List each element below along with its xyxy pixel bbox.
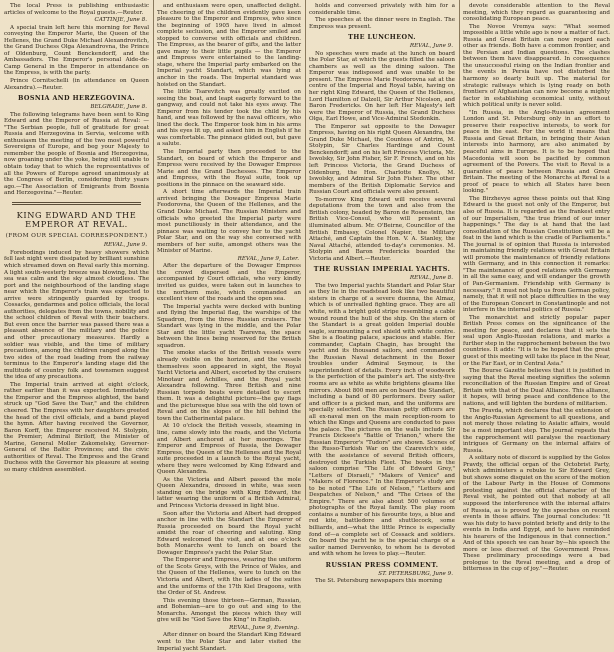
article-paragraph: Forebodings induced by heavy showers which fell last night were dissipated by brilliant sunshine which streamed down on Reval early this morning. A light south-westerly breeze was blowing, but the sea was calm and the sky almost cloudless. The port and the neighbourhood of the landing stage near which the Emperor's train was expected to arrive were stringently guarded by troops. Cossacks, gendarmes and police officials, the local authorities, delegates from the towns, nobility and the school children of Reval with their teachers. But even once the barrier was passed there was a pleasant absence of the military and the police and other precautionary measures. Hardly a soldier was visible, and the time of military precautions, among the children ranged along the two sides of the road leading from the railway terminus to the Emperor's landing stage did the multitude of country folk and townsmen suggest the idea of any precautions.	[4, 249, 149, 381]
article-paragraph: devote considerable attention to the Reval meeting, which they regard as guaranteeing and consolidating European peace.	[463, 3, 610, 23]
article-paragraph: The speeches at the dinner were in English. The Empress was present.	[309, 17, 455, 30]
article-paragraph: The Bourse Gazette believes that it is justified in saying that the Reval meeting signifies the solemn reconciliation of the Russian Empire and of Great Britain with that of the Dual Alliance. This alliance, it hopes, will bring peace and confidence to the nations, and will lighten the burdens of militarism.	[463, 368, 610, 407]
article-paragraph: The Imperial yachts were decked with bunting and flying the Imperial flag, the warships of the Squadron, from the three Russian cruisers. The Standart was lying in the middle, and the Polar Star and the little yacht Tsarevna, the space between the lines being reserved for the British squadron.	[157, 303, 301, 349]
column-3	[305, 0, 459, 585]
dateline: REVAL, June 9, Later.	[237, 255, 299, 262]
article-paragraph: A solitary note of discord is supplied by the Golos Pravdy, the official organ of the Octobrist Party, which administers a rebuke to Sir Edward Grey, but shows some disquiet on the score of the motion of the Labour Party in the House of Commons protesting against the official character of the Reval visit, he pointed out that nobody at all supposed the interference with the internal affairs of Russia, as is proved by the speeches on recent events in those affairs. The journal concludes: "It was his duty to have pointed briefly and drily to the events in India and Egypt, and to have reminded his hearers of the Indigenous in that connection." And of this speech we can hear by—his speech the more or less discreet of the Government Press. These preliminary proceedings were a bad prologue to the Reval meeting, and a drop of bitterness in the cup of joy."—Reuter.	[463, 455, 610, 573]
article-paragraph: At 10 o'clock the British vessels, steaming in line, came slowly into the roads, and the Victoria and Albert anchored at her moorings. The Emperor and Empress of Russia, the Dowager Empress, the Queen of the Hellenes and the Royal suite proceeded in a launch to the Royal yacht, where they were welcomed by King Edward and Queen Alexandra.	[157, 423, 301, 476]
article-paragraph: Prince Cornitschelli (in attendance on Queen Alexandra).—Reuter.	[4, 78, 149, 91]
article-paragraph: The two Imperial yachts Standart and Polar Star as they lie in the roadstead look like two beautiful sisters in charge of a severe duenna, the Almaz, which is of unrivalled fighting grace. They are all white, with a bright gold stripe resembling a cable wound round the hull of the ship. On the stern of the Standart is a great golden Imperial double eagle, surmounting a red shield with white centre. She is a floating palace, spacious and stable. Her commander, Captain Chagin, has brought the yacht and its thousand sailors, and commanded the Russian Naval detachment in the Boxer troubles under Admiral Seymour, is the superintendent of details. Every inch of woodwork is the perfection of the painter's art. The sixty-five rooms are as white as white brightens gleams like mirrors. About 800 men are on board the Standart, including a band of 80 performers. Every sailor and officer is a picked man, and the uniforms are specially selected. The Russian petty officers are all ex-naval men on the main reception-room to which the Kings and Queens are conducted to pass the palace. The pictures on the walls include Sir Francis Dicksee's "Battle of Trianon," where the Russian Emperor's "Tudors" are shown. Scenes of the Russo-Turkish War on the Czarevich's side, with the assistance of several British officers, destroyed the Turkish Fleet. The books in the saloon comprise "The Life of Edward Grey," "Letters of Disraeli," "Makers of Venice" and "Makers of Florence." In the Emperor's study are to be noted "The Life of Nelson," "Letters and Despatches of Nelson," and "The Crises of the Empire." There are also about 500 volumes of photographs of the Royal family. The play room contains a number of his favourite toys, a blue and red kite, battledore and shuttlecock, some billiards, and—what the little Prince is especially fond of—a complete set of Cossack and soldiers. On board the yacht he is the special charge of a sailor named Derevenko, to whom he is devoted and with whom he loves to play.—Reuter.	[309, 282, 455, 558]
article-paragraph: This evening those thirteen—German, Russian, and Bohemian—are to go out and sing to the Monarchs. Amongst the pieces which they will give will be "God Save the King" in English.	[157, 597, 301, 624]
article-paragraph: The Emperor and Empress, wearing the uniform of the Scots Greys, with the Prince of Wales, and the Queen of the Hellenes, were to lunch on the Victoria and Albert, with the ladies of the suites and the uniforms of the 17th Kiel Dragoons, with the Order of St. Andrew.	[157, 557, 301, 597]
article-paragraph: After the departure of the Dowager Empress the crowd dispersed and the Emperor, accompanied by Court officials, who very kindly invited us guides, were taken out in launches to the northern mole, which commanded an excellent view of the roads and the open sea.	[157, 263, 301, 303]
article-paragraph: The Imperial train arrived at eight o'clock, rather earlier than it was expected. Immediately the Emperor and the Empress alighted, the band struck up "God Save the Tsar," and the children cheered. The Empress with her daughters greeted the head of the civil officials, and a band played the hymn. After having received the Governor, Baron Korff, the Emperor received M. Stolypin, the Premier; Admiral Biriloff, the Minister of Marine, General Moller Zakomelsky, Governor-General of the Baltic Provinces; and the civic authorities of Reval. The Empress and the Grand Duchess with the Governor his pleasure at seeing so many children assembled.	[4, 381, 149, 473]
article-paragraph: The St. Petersburg newspapers this morning	[315, 578, 443, 585]
article-paragraph: The smoke stacks of the British vessels were already visible on the horizon, and the vessels themselves soon appeared in sight, the Royal Yacht Victoria and Albert, escorted by the cruisers Minotaur and Achilles, and the Royal yacht Alexandra following. Three British and nine Russian torpedo boats were detailed to escort them. It was a delightful picture—the gay flags and the picturesque blue sea with the old town of Reval and on the slopes of the hill behind the town the Catherinental palace.	[157, 350, 301, 422]
dateline: CATTINJE, June 8.	[94, 17, 147, 24]
article-paragraph: The monarchist and strictly popular paper British Press comes on the significance of the meeting for peace, and declares that it sets the seal upon Anglo-Russian relations, and marks a further step in the rapprochement between the two countries. It adds: "It is to be hoped that the great guest of this meeting will take its place in the Near, or the Far East, or in Central Asia."	[463, 314, 610, 367]
article-paragraph: "In Russia, in the Anglo-Russian agreement London and St. Petersburg only in an effort to preserve their respective interests, to work for peace in the east. For the world it means that Russia and Great Britain, in bringing their Asian interests into harmony, are also animated by peaceful aims in Europe. It is to be hoped that Macedonia will soon be pacified by common agreement of the Powers. The visit to Reval is a guarantee of peace between Russia and Great Britain. The meeting of the Monarchs at Reval is a proof of peace to which all States have been looking."	[463, 109, 610, 195]
article-paragraph: The Birzhevye agree these points out that King Edward is the guest not only of the Emperor, but also of Russia. It is regarded as the frankest entry of our Imperialism, "the true friend of our inner happenings." The day is at hand that the last consolidation of the Russian Constitution will be a feat in the land which is the cradle of Parliaments." The journal is of opinion that Russia is interested in maintaining friendly relations with Great Britain will promote the maintenance of friendly relations with Germany, and in this connection it remarks: "The maintenance of good relations with Germany in all the same easy, and will endanger the growth of Pan-Germanism. Friendship with Germany is necessary." It must not help us from German policy, namely, that it will not place difficulties in the way of the European Concert in Constantinople and not interfere in the internal politics of Russia."	[463, 195, 610, 314]
dateline: REVAL, June 9, Evening.	[229, 624, 299, 631]
article-paragraph: Soon after the Victoria and Albert had dropped anchor in line with the Standart the Emperor of Russia proceeded on board the Royal yacht amidst the roar of cheering and saluting. King Edward welcomed the visit, and at one o'clock both Monarchs went to lunch on board the Dowager Empress's yacht the Polar Star.	[157, 510, 301, 556]
section-heading: THE RUSSIAN IMPERIAL YACHTS.	[313, 265, 451, 274]
column-4	[459, 0, 614, 573]
article-paragraph: A special train left here this morning for Reval conveying the Emperor Marie, the Queen of the Hellenes, the Grand Duke Michael Alexandrovitch, the Grand Duchess Olga Alexandrovna, the Prince of Oldenburg, Count Benckendorff, and the Ambassadors. The Emperor's personal Aide-de-Camp General in the Emperor in attendance on the Empress, is with the party.	[4, 24, 149, 77]
article-headline: KING EDWARD AND THE EMPEROR AT REVAL.	[16, 209, 137, 230]
column-1	[0, 0, 153, 500]
article-subheading: (FROM OUR SPECIAL CORRESPONDENT.)	[5, 232, 148, 239]
article-paragraph: The following telegrams have been sent to King Edward and the Emperor of Russia at Reval: — "The Serbian people, full of gratitude for great Russia and Herzegovina in Servia, welcome with enthusiasm the meeting of the two most powerful Sovereigns of Europe, and beg your Majesty to remember the people of Bosnia and Herzegovina, now groaning under the yoke, being still unable to obtain today that to which the representatives of all the Powers of Europe agreed unanimously at the Congress of Berlin, considering thirty years ago.—The Association of Emigrants from Bosnia and Herzegovina."—Reuter.	[4, 111, 149, 197]
section-heading: RUSSIAN PRESS COMMENT.	[325, 560, 439, 569]
dateline: REVAL, June 9.	[103, 242, 147, 249]
article-paragraph: The Pravda, which declares that the extension of the Anglo-Russian Agreement to all questions, and not merely those relating to Asiatic affairs, would be a most important step. The journal repeats that the rapprochement will paralyse the reactionary intrigues of Germany on the internal affairs of Russia.	[463, 408, 610, 454]
section-rule	[12, 202, 141, 205]
article-paragraph: holds and conversed privately with him for a considerable time.	[309, 3, 455, 16]
dateline: REVAL, June 8.	[409, 275, 453, 282]
article-paragraph: No speeches were made at the lunch on board the Polar Star, at which the guests filled the saloon chambers as well as the dining saloon. The Emperor was indisposed and was unable to be present. The Empress Marie Feodorovna sat at the centre of the Imperial and Royal table, having on her right King Edward, the Queen of the Hellenes, Lord Hamilton of Dalzell, Sir Arthur Nicolson, and Baron Fredericks. On her left Her Majesty's left were the Emperor of Russia, the Grand Duchess Olga, Earl Howe, and Vice-Admiral Stedonkin.	[309, 50, 455, 123]
article-paragraph: The local Press is publishing enthusiastic articles of welcome to the Royal guests.—Reuter.	[4, 3, 149, 16]
article-paragraph: A short time afterwards the Imperial train arrived bringing the Dowager Empress Marie Feodorovna, the Queen of the Hellenes, and the Grand Duke Michael. The Russian Ministers and officials who greeted the Imperial party were most punctiliously in their attendance, and the pinnace was waiting to convey her to the yacht Polar Star, and on the way she conversed with members of her suite, amongst others was the Minister of Marine.	[157, 189, 301, 255]
dateline: BELGRADE, June 8.	[90, 104, 147, 111]
article-paragraph: and enthusiasm were open, unaffected delight. The cheering of the children evidently gave keen pleasure to the Emperor and Empress, who since the beginning of 1905 have lived in almost complete seclusion, and the Emperor smiled and stopped to converse with officials and children. The Empress, as the bearer of gifts, and the latter gave many to their little pupils — the Emperor and Empress were entertained to the landing-stage, where the Imperial party embarked on the Imperial yacht Standart, which was lying at anchor in the roads. The Imperial standard was hoisted on the Standart.	[157, 3, 301, 88]
article-paragraph: As the Victoria and Albert passed the mole Queen Alexandra, dressed in white, was seen standing on the bridge with King Edward, the latter wearing the uniform of a British Admiral, and Princess Victoria dressed in light blue.	[157, 476, 301, 510]
article-paragraph: To-morrow King Edward will receive several deputations from the town and also from the British colony, headed by Baron de Rosenstein, the British Vice-Consul, who will present an illuminated album. Mr. O'Beirne, Councillor of the British Embassy, Colonel Napier, the Military Attaché, and Captain the Hon. V. A. Stanley, the Naval Attaché, attended to-day's ceremonies. M. Stolypin and Baron Fredericks boarded the Victoria and Albert.—Reuter.	[309, 196, 455, 262]
dateline: REVAL, June 9.	[409, 43, 453, 50]
dateline: ST. PETERSBURG, June 9.	[378, 570, 453, 577]
section-heading: THE LUNCHEON.	[348, 33, 416, 42]
article-paragraph: The little Tsarevitch was greatly excited on seeing the boat, and leapt eagerly forward to the gangway, and could not take his eyes away. The Emperor from his tender took the child by his hand, and was followed by the naval officers, who lined the deck. The Emperor took him in his arms and his eyes lit up, and asked him in English if he was comfortable. The pinnace glided out, but gave a salute.	[157, 89, 301, 148]
column-2	[153, 0, 305, 652]
article-paragraph: The Imperial party then proceeded to the Standart, on board of which the Emperor and Empress were received by the Dowager Empress Marie and the Grand Duchesses. The Emperor and Empress, with the Royal suite, took up positions in the pinnace on the seaward side.	[157, 149, 301, 188]
article-paragraph: After dinner on board the Standart King Edward went to the Polar Star and later visited the Imperial yacht Standart.	[157, 632, 301, 652]
article-paragraph: The Emperor sat opposite to the Dowager Empress, having on his right Queen Alexandra, the Grand Duke Michael, the Countess of Antrim, M. Stolypin, Sir Charles Hardinge and Count Benckendorff; and on his left Princess Victoria, Mr. Iswolsky, Sir John Fisher, Sir F. French, and on his left Princess Victoria, the Grand Duchess of Oldenburg, the Hon. Charlotte Knollys, M. Iswolsky, and Admiral Sir John Fisher. The other members of the British Diplomatic Service and Russian Court and officials were also present.	[309, 123, 455, 196]
section-heading: BOSNIA AND HERZEGOVINA.	[17, 94, 136, 103]
article-paragraph: The Novoe Vremya says: "What seemed impossible a little while ago is now a matter of fact. Russia and Great Britain can now regard each other as friends. Both have a common frontier, and the Persian and Indian questions. The clashes between them have disappeared. In consequence the unsuccessful rising on the Indian frontier and the events in Persia have not disturbed the harmony so dearly built up. The material for strategic railways which is lying ready on both frontiers of Afghanistan can now become a mighty factor in establishing economical unity, without which political unity is never solid.	[463, 23, 610, 109]
